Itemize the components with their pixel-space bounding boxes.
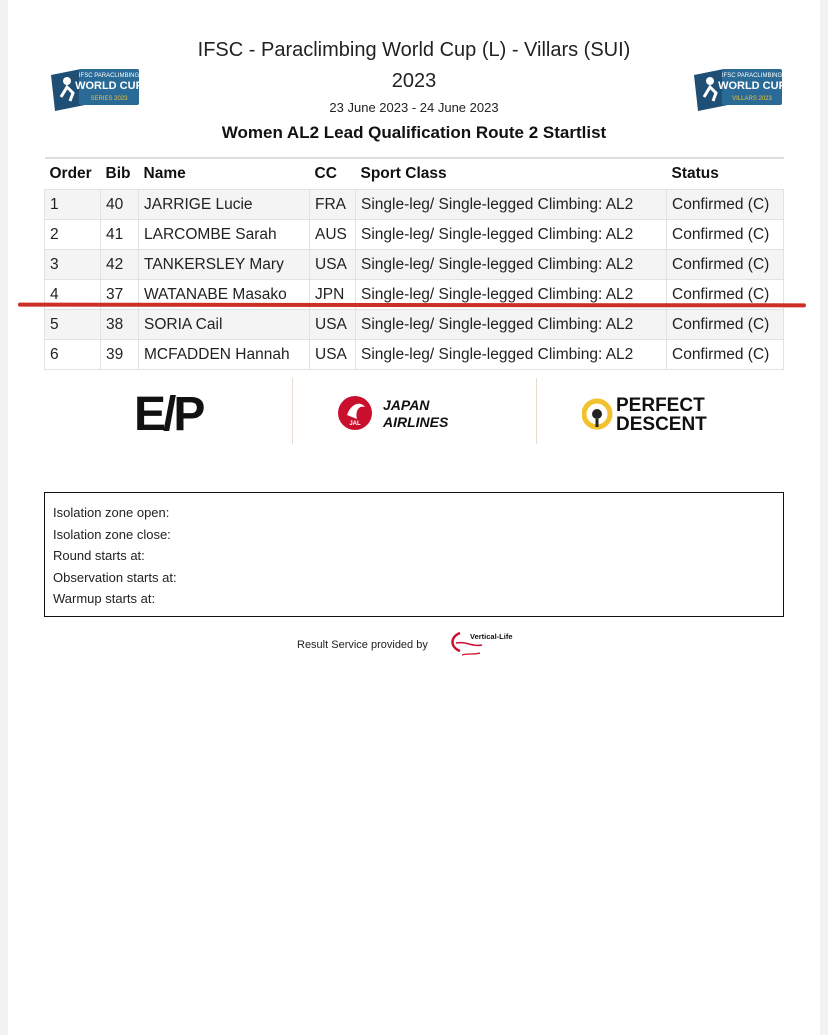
cell-cc: USA xyxy=(310,250,356,280)
round-timing-box xyxy=(44,492,784,617)
cell-bib: 37 xyxy=(101,280,139,310)
ep-logo-text: E/P xyxy=(134,388,203,436)
cell-status: Confirmed (C) xyxy=(667,280,784,310)
event-year: 2023 xyxy=(391,70,437,92)
column-header-cc: CC xyxy=(310,158,356,190)
annotation-underline xyxy=(18,303,806,308)
cell-sport-class: Single-leg/ Single-legged Climbing: AL2 xyxy=(356,250,667,280)
vertical-life-text: Vertical-Life xyxy=(470,632,513,641)
column-header-order: Order xyxy=(45,158,101,190)
cell-sport-class: Single-leg/ Single-legged Climbing: AL2 xyxy=(356,310,667,340)
sponsor-divider xyxy=(292,378,293,444)
event-date-range: 23 June 2023 - 24 June 2023 xyxy=(329,100,499,115)
table-row xyxy=(45,190,784,220)
cell-bib: 40 xyxy=(101,190,139,220)
jal-line2: AIRLINES xyxy=(383,414,449,430)
table-row xyxy=(45,250,784,280)
cell-sport-class: Single-leg/ Single-legged Climbing: AL2 xyxy=(356,280,667,310)
cell-order: 2 xyxy=(45,220,101,250)
cell-status: Confirmed (C) xyxy=(667,340,784,370)
jal-mark-text: JAL xyxy=(349,421,361,427)
cell-name: TANKERSLEY Mary xyxy=(139,250,310,280)
logo-left-line2: WORLD CUP xyxy=(75,80,141,92)
table-row xyxy=(45,220,784,250)
cell-name: SORIA Cail xyxy=(139,310,310,340)
cell-status: Confirmed (C) xyxy=(667,310,784,340)
logo-right-line1: IFSC PARACLIMBING xyxy=(721,73,783,79)
cell-cc: USA xyxy=(310,310,356,340)
table-row xyxy=(45,340,784,370)
cell-cc: AUS xyxy=(310,220,356,250)
ep-logo xyxy=(134,384,210,436)
event-title: IFSC - Paraclimbing World Cup (L) - Villars (SUI) xyxy=(197,39,631,61)
ifsc-world-cup-logo-right xyxy=(688,67,784,111)
cell-bib: 39 xyxy=(101,340,139,370)
startlist-table xyxy=(44,157,784,370)
logo-right-line3: VILLARS 2023 xyxy=(732,96,772,102)
cell-name: MCFADDEN Hannah xyxy=(139,340,310,370)
japan-airlines-logo xyxy=(337,393,497,433)
pd-line2: DESCENT xyxy=(616,414,707,434)
isolation-close-label: Isolation zone close: xyxy=(53,527,171,542)
result-service-text: Result Service provided by xyxy=(297,639,428,651)
cell-order: 1 xyxy=(45,190,101,220)
cell-name: WATANABE Masako xyxy=(139,280,310,310)
cell-order: 6 xyxy=(45,340,101,370)
cell-bib: 42 xyxy=(101,250,139,280)
cell-bib: 41 xyxy=(101,220,139,250)
isolation-open-label: Isolation zone open: xyxy=(53,505,170,520)
vertical-life-logo xyxy=(446,629,530,659)
logo-right-line2: WORLD CUP xyxy=(718,80,784,92)
cell-name: LARCOMBE Sarah xyxy=(139,220,310,250)
jal-line1: JAPAN xyxy=(383,397,430,413)
cell-sport-class: Single-leg/ Single-legged Climbing: AL2 xyxy=(356,220,667,250)
warmup-start-label: Warmup starts at: xyxy=(53,591,156,606)
table-row xyxy=(45,310,784,340)
round-start-label: Round starts at: xyxy=(53,548,145,563)
pd-line1: PERFECT xyxy=(616,395,705,416)
cell-cc: USA xyxy=(310,340,356,370)
cell-status: Confirmed (C) xyxy=(667,250,784,280)
column-header-sport-class: Sport Class xyxy=(356,158,667,190)
column-header-name: Name xyxy=(139,158,310,190)
cell-bib: 38 xyxy=(101,310,139,340)
cell-sport-class: Single-leg/ Single-legged Climbing: AL2 xyxy=(356,190,667,220)
logo-left-line3: SERIES 2023 xyxy=(90,96,128,102)
column-header-status: Status xyxy=(667,158,784,190)
cell-order: 4 xyxy=(45,280,101,310)
cell-cc: FRA xyxy=(310,190,356,220)
cell-sport-class: Single-leg/ Single-legged Climbing: AL2 xyxy=(356,340,667,370)
table-header-row xyxy=(45,158,784,190)
cell-order: 3 xyxy=(45,250,101,280)
observation-start-label: Observation starts at: xyxy=(53,570,177,585)
cell-status: Confirmed (C) xyxy=(667,190,784,220)
cell-order: 5 xyxy=(45,310,101,340)
logo-left-line1: IFSC PARACLIMBING xyxy=(78,73,140,79)
sponsor-divider xyxy=(536,378,537,444)
cell-status: Confirmed (C) xyxy=(667,220,784,250)
startlist-title: Women AL2 Lead Qualification Route 2 Startlist xyxy=(221,123,607,142)
perfect-descent-logo xyxy=(582,394,742,434)
ifsc-world-cup-logo-left xyxy=(45,67,141,111)
cell-name: JARRIGE Lucie xyxy=(139,190,310,220)
column-header-bib: Bib xyxy=(101,158,139,190)
cell-cc: JPN xyxy=(310,280,356,310)
